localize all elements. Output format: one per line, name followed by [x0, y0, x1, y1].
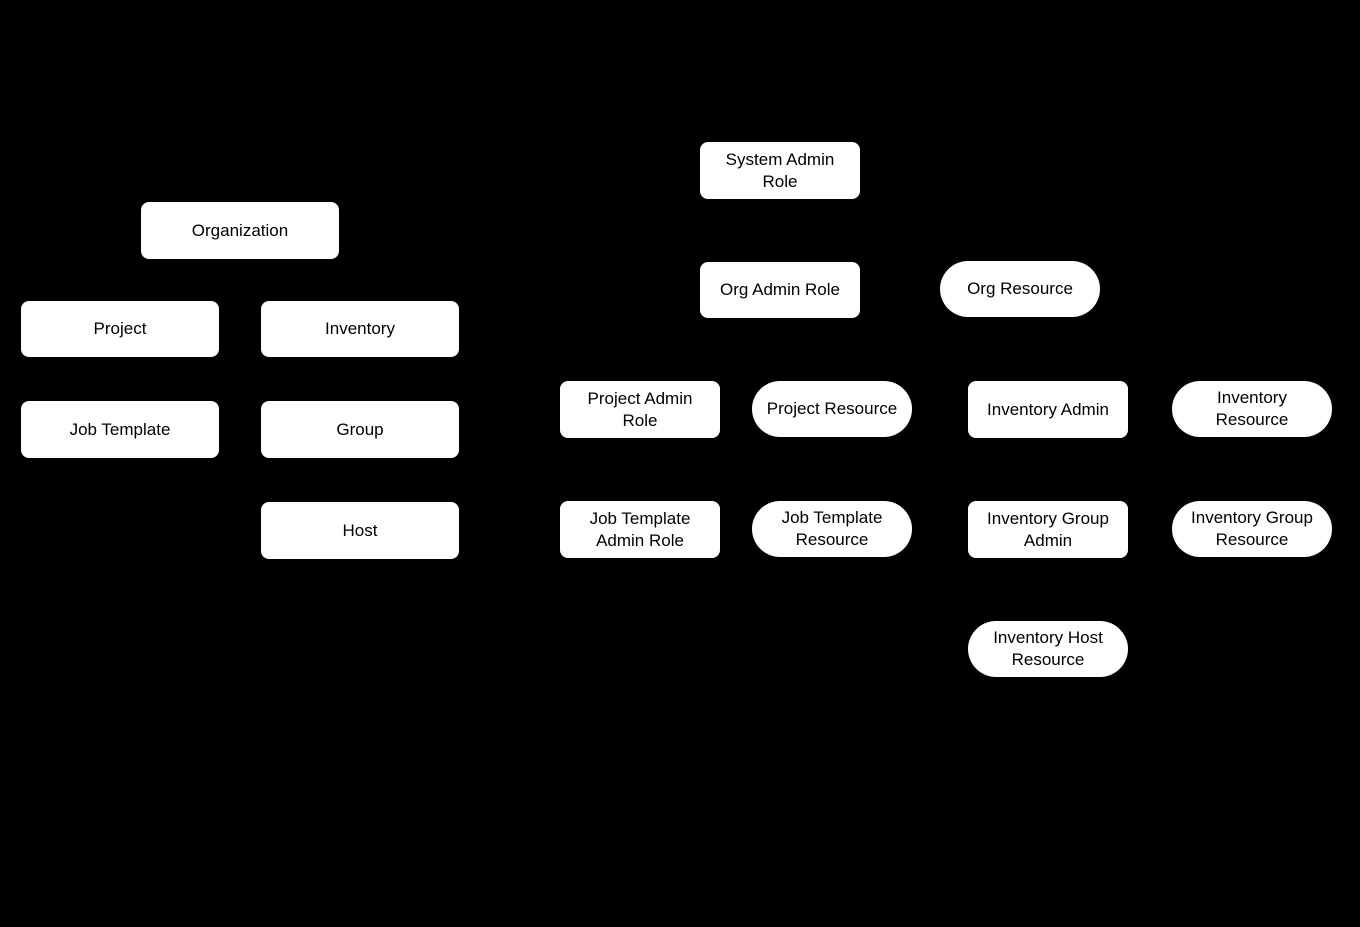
node-label-line: Resource [1215, 530, 1289, 549]
node-label-line: Resource [1215, 410, 1289, 429]
node-project [21, 301, 219, 357]
node-label-line: Job Template [589, 508, 691, 528]
node-label-line: Job Template [69, 419, 171, 439]
node-group [261, 401, 459, 458]
node-label-line: Org Resource [967, 279, 1073, 298]
node-label-line: Role [762, 171, 798, 191]
node-job-template-admin-role [560, 501, 720, 558]
node-label-line: Project Resource [766, 399, 898, 418]
node-label-line: Organization [191, 220, 289, 240]
node-label-line: Project [93, 319, 147, 338]
node-label-line: Inventory Admin [987, 399, 1109, 419]
node-label-line: Admin [1023, 530, 1073, 550]
node-host [261, 502, 459, 559]
node-label-line: Org Admin Role [720, 280, 840, 299]
node-org-admin-role [700, 262, 860, 318]
node-label-line: Inventory Group [1191, 508, 1313, 527]
node-job-template-resource [752, 501, 912, 557]
node-inventory-group-admin [968, 501, 1128, 558]
node-system-admin-role [700, 142, 860, 199]
node-inventory-resource [1172, 381, 1332, 437]
node-label-line: Group [336, 419, 384, 439]
node-label-line: Host [342, 520, 378, 540]
node-label-line: System Admin [725, 149, 835, 169]
node-project-resource [752, 381, 912, 437]
node-inventory-group-resource [1172, 501, 1332, 557]
node-organization [141, 202, 339, 259]
node-label-line: Inventory [1217, 388, 1287, 407]
node-org-resource [940, 261, 1100, 317]
node-label-line: Admin Role [596, 530, 684, 550]
node-label-line: Job Template [781, 508, 883, 527]
node-label-line: Resource [1011, 650, 1085, 669]
node-label-line: Inventory Group [987, 508, 1109, 528]
node-label-line: Project Admin [587, 388, 693, 408]
node-label-line: Inventory Host [993, 628, 1103, 647]
node-project-admin-role [560, 381, 720, 438]
node-label-line: Inventory [325, 319, 395, 338]
node-inventory [261, 301, 459, 357]
node-inventory-host-resource [968, 621, 1128, 677]
node-label-line: Resource [795, 530, 869, 549]
node-label-line: Role [622, 410, 658, 430]
node-inventory-admin [968, 381, 1128, 438]
node-job-template [21, 401, 219, 458]
